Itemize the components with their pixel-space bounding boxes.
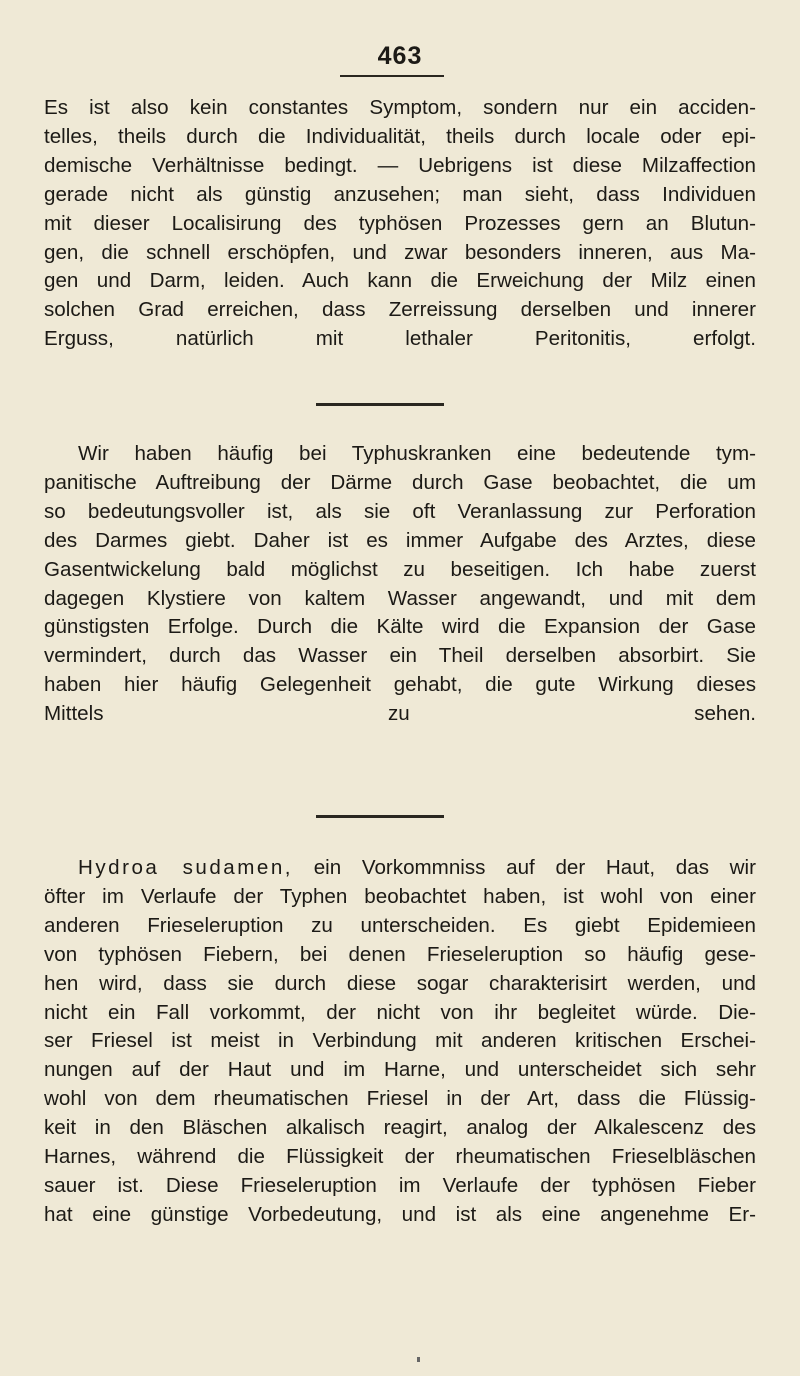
text-line: so bedeutungsvoller ist, als sie oft Veranlassung zur Perforation xyxy=(44,499,756,523)
print-speck xyxy=(417,1357,420,1362)
text-line: öfter im Verlaufe der Typhen beobachtet haben, ist wohl von einer xyxy=(44,884,756,908)
text-line: nicht ein Fall vorkommt, der nicht von ihr begleitet würde. Die- xyxy=(44,1000,756,1024)
text-line: des Darmes giebt. Daher ist es immer Aufgabe des Arztes, diese xyxy=(44,528,756,552)
paragraph-2 xyxy=(44,440,756,729)
text-line: vermindert, durch das Wasser ein Theil derselben absorbirt. Sie xyxy=(44,644,756,668)
text-line: anderen Frieseleruption zu unterscheiden. Es giebt Epidemieen xyxy=(44,913,756,937)
text-line: gerade nicht als günstig anzusehen; man sieht, dass Individuen xyxy=(44,182,756,206)
text-line: günstigsten Erfolge. Durch die Kälte wird die Expansion der Gase xyxy=(44,615,756,639)
text-line: telles, theils durch die Individualität, theils durch locale oder epi- xyxy=(44,124,756,148)
text-line: Es ist also kein constantes Symptom, sondern nur ein acciden- xyxy=(44,96,756,119)
term-hydroa-sudamen: Hydroa sudamen, xyxy=(78,856,294,879)
text-line: demische Verhältnisse bedingt. — Uebrigens ist diese Milzaffection xyxy=(44,153,756,177)
text-line: gen und Darm, leiden. Auch kann die Erweichung der Milz einen xyxy=(44,269,756,293)
text-line: Gasentwickelung bald möglichst zu beseitigen. Ich habe zuerst xyxy=(44,557,756,581)
page-number: 463 xyxy=(377,42,423,70)
text-line: dagegen Klystiere von kaltem Wasser angewandt, und mit dem xyxy=(44,586,756,610)
page-number-underline xyxy=(340,75,444,77)
text-line: panitische Auftreibung der Därme durch Gase beobachtet, die um xyxy=(44,470,756,494)
text-line: solchen Grad erreichen, dass Zerreissung derselben und innerer xyxy=(44,298,756,322)
text-line: nungen auf der Haut und im Harne, und unterscheidet sich sehr xyxy=(44,1058,756,1082)
text-line: gen, die schnell erschöpfen, und zwar besonders inneren, aus Ma- xyxy=(44,240,756,264)
text-line: wohl von dem rheumatischen Friesel in der Art, dass die Flüssig- xyxy=(44,1087,756,1111)
paragraph-1 xyxy=(44,94,756,354)
text-line: von typhösen Fiebern, bei denen Frieseleruption so häufig gese- xyxy=(44,942,756,966)
text-line: keit in den Bläschen alkalisch reagirt, analog der Alkalescenz des xyxy=(44,1116,756,1140)
text-fragment: ein Vorkommniss auf der Haut, das wir xyxy=(293,856,756,879)
text-line: Harnes, während die Flüssigkeit der rheumatischen Frieselbläschen xyxy=(44,1145,756,1169)
text-line xyxy=(44,854,756,883)
paragraph-3 xyxy=(44,854,756,1230)
text-line: sauer ist. Diese Frieseleruption im Verlaufe der typhösen Fieber xyxy=(44,1173,756,1197)
text-line: hen wird, dass sie durch diese sogar charakterisirt werden, und xyxy=(44,971,756,995)
text-line: hat eine günstige Vorbedeutung, und ist als eine angenehme Er- xyxy=(44,1202,756,1226)
section-divider xyxy=(316,403,444,406)
text-line: ser Friesel ist meist in Verbindung mit anderen kritischen Erschei- xyxy=(44,1029,756,1053)
text-line: Mittels zu sehen. xyxy=(44,702,756,726)
section-divider xyxy=(316,815,444,818)
text-line: haben hier häufig Gelegenheit gehabt, die gute Wirkung dieses xyxy=(44,673,756,697)
text-line: Erguss, natürlich mit lethaler Peritonitis, erfolgt. xyxy=(44,327,756,351)
text-line: mit dieser Localisirung des typhösen Prozesses gern an Blutun- xyxy=(44,211,756,235)
text-line: Wir haben häufig bei Typhuskranken eine bedeutende tym- xyxy=(78,442,756,465)
